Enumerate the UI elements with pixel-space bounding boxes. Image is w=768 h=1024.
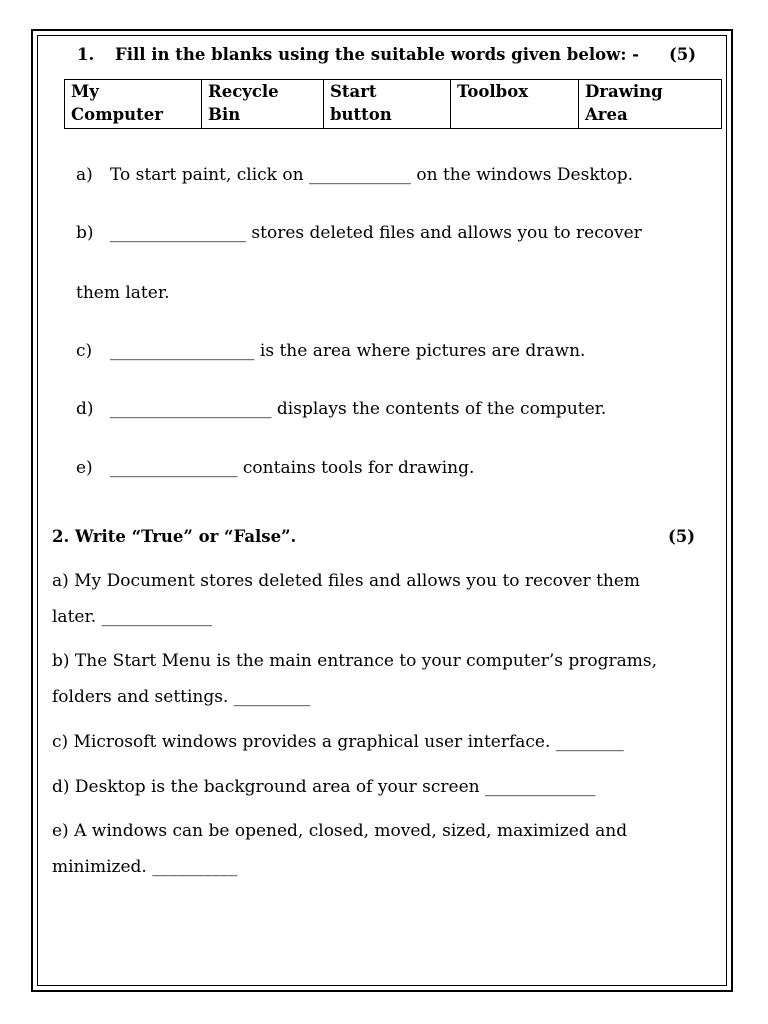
true-false-b-line1: b) The Start Menu is the main entrance to your computer’s programs, [52,651,657,671]
blank-item-a-text: To start paint, click on ____________ on the windows Desktop. [110,165,633,185]
word-box-cell: Drawing Area [579,80,722,129]
true-false-a-line2: later. _____________ [52,607,213,627]
question-1-title: Fill in the blanks using the suitable words given below: - [115,45,639,64]
question-1-number: 1. [77,45,95,64]
true-false-d-line1: d) Desktop is the background area of your screen _____________ [52,777,596,797]
blank-item-b-text: ________________ stores deleted files and allows you to recover [110,223,642,243]
word-box-cell: Recycle Bin [202,80,324,129]
blank-item-e-text: _______________ contains tools for drawing. [110,458,475,478]
true-false-e-line1: e) A windows can be opened, closed, moved, sized, maximized and [52,821,628,841]
blank-item-c-text: _________________ is the area where pictures are drawn. [110,341,586,361]
true-false-b-line2: folders and settings. _________ [52,687,311,707]
question-1-marks: (5) [669,45,697,64]
blank-item-d-label: d) [76,399,94,419]
word-box-row [65,80,722,129]
blank-item-c-label: c) [76,341,93,361]
word-box-cell: Start button [324,80,451,129]
question-1-heading [77,44,639,66]
word-box-cell: Toolbox [451,80,579,129]
blank-item-b-label: b) [76,223,94,243]
true-false-e-line2: minimized. __________ [52,857,238,877]
blank-item-d-text: ___________________ displays the contents of the computer. [110,399,607,419]
word-box-cell: My Computer [65,80,202,129]
question-2-marks: (5) [668,527,696,546]
blank-item-b-continuation: them later. [76,283,170,303]
blank-item-e-label: e) [76,458,93,478]
true-false-a-line1: a) My Document stores deleted files and allows you to recover them [52,571,641,591]
word-box-table [64,79,722,129]
question-2-heading: 2. Write “True” or “False”. [52,527,297,546]
blank-item-a-label: a) [76,165,93,185]
true-false-c-line1: c) Microsoft windows provides a graphical user interface. ________ [52,732,624,752]
